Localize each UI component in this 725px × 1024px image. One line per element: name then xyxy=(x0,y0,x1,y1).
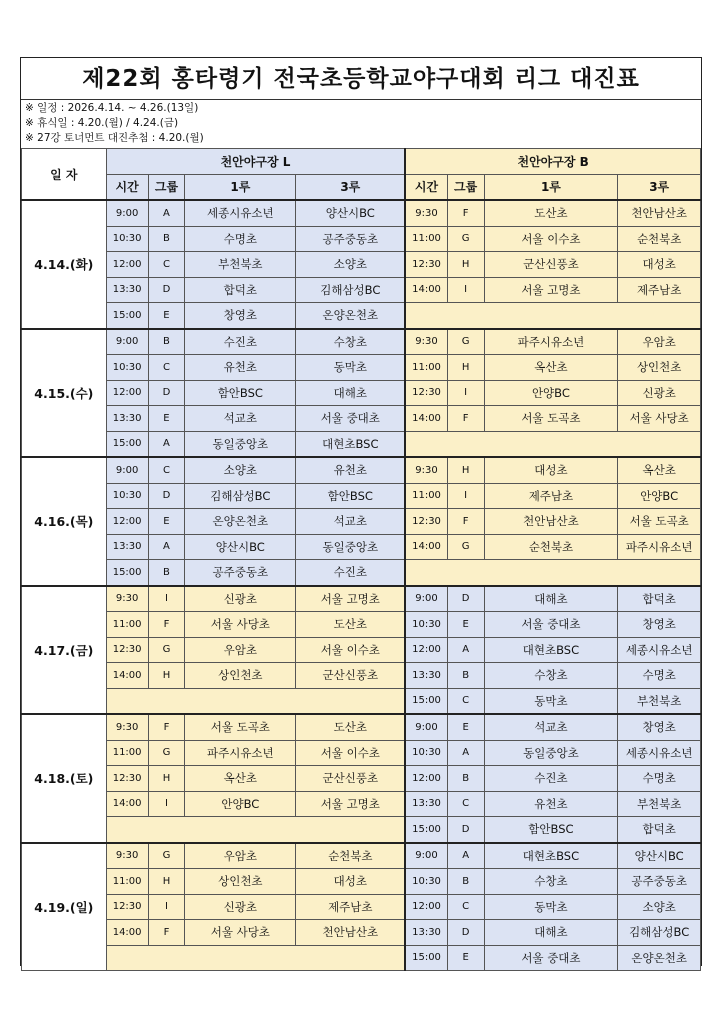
table-row xyxy=(22,226,701,252)
right-group-cell: D xyxy=(447,920,484,946)
note-tournament-draw: ※ 27강 토너먼트 대진추첨 : 4.20.(월) xyxy=(25,132,204,144)
table-row xyxy=(22,200,701,226)
right-group-cell: F xyxy=(447,406,484,432)
left-time-cell: 12:30 xyxy=(106,766,148,792)
left-first-cell: 부천북초 xyxy=(185,252,296,278)
left-time-cell: 11:00 xyxy=(106,869,148,895)
left-group-cell: D xyxy=(148,380,185,406)
left-time-cell: 10:30 xyxy=(106,355,148,381)
right-first-cell: 대해초 xyxy=(484,920,618,946)
right-third-cell: 창영초 xyxy=(618,714,701,740)
right-time-cell: 12:30 xyxy=(405,509,447,535)
left-time-cell: 12:00 xyxy=(106,380,148,406)
schedule-sheet xyxy=(20,57,702,966)
right-time-cell: 14:00 xyxy=(405,277,447,303)
note-rest-days: ※ 휴식일 : 4.20.(월) / 4.24.(금) xyxy=(25,117,179,129)
right-third-cell: 서울 도곡초 xyxy=(618,509,701,535)
right-third-cell: 온양온천초 xyxy=(618,945,701,971)
left-time-cell: 13:30 xyxy=(106,277,148,303)
right-third-cell: 수명초 xyxy=(618,766,701,792)
right-group-cell: G xyxy=(447,329,484,355)
left-first-cell: 상인천초 xyxy=(185,869,296,895)
date-cell: 4.15.(수) xyxy=(22,329,107,458)
right-empty-cell xyxy=(405,560,700,586)
left-time-cell: 9:00 xyxy=(106,200,148,226)
left-third-cell: 서울 이수초 xyxy=(296,740,406,766)
left-time-cell: 13:30 xyxy=(106,534,148,560)
right-first-cell: 대현초BSC xyxy=(484,637,618,663)
table-row xyxy=(22,586,701,612)
left-first-cell: 양산시BC xyxy=(185,534,296,560)
right-group-cell: C xyxy=(447,894,484,920)
col-time-right: 시간 xyxy=(405,174,447,200)
table-row xyxy=(22,431,701,457)
left-time-cell: 13:30 xyxy=(106,406,148,432)
date-cell: 4.17.(금) xyxy=(22,586,107,715)
right-group-cell: H xyxy=(447,252,484,278)
left-group-cell: I xyxy=(148,894,185,920)
right-time-cell: 12:30 xyxy=(405,380,447,406)
right-first-cell: 천안남산초 xyxy=(484,509,618,535)
left-first-cell: 수진초 xyxy=(185,329,296,355)
left-third-cell: 수창초 xyxy=(296,329,406,355)
right-group-cell: I xyxy=(447,277,484,303)
right-group-cell: A xyxy=(447,740,484,766)
venue-right-header: 천안야구장 B xyxy=(405,149,700,175)
left-group-cell: E xyxy=(148,303,185,329)
table-row xyxy=(22,894,701,920)
table-row xyxy=(22,483,701,509)
left-group-cell: E xyxy=(148,509,185,535)
left-third-cell: 온양온천초 xyxy=(296,303,406,329)
left-first-cell: 소양초 xyxy=(185,457,296,483)
right-first-cell: 동일중앙초 xyxy=(484,740,618,766)
right-group-cell: B xyxy=(447,766,484,792)
left-third-cell: 수진초 xyxy=(296,560,406,586)
right-time-cell: 9:00 xyxy=(405,586,447,612)
left-third-cell: 함안BSC xyxy=(296,483,406,509)
left-third-cell: 양산시BC xyxy=(296,200,406,226)
left-first-cell: 공주중동초 xyxy=(185,560,296,586)
date-cell: 4.16.(목) xyxy=(22,457,107,586)
table-row xyxy=(22,303,701,329)
left-group-cell: I xyxy=(148,791,185,817)
table-row xyxy=(22,740,701,766)
left-first-cell: 온양온천초 xyxy=(185,509,296,535)
left-first-cell: 서울 사당초 xyxy=(185,612,296,638)
table-row xyxy=(22,457,701,483)
right-group-cell: G xyxy=(447,226,484,252)
table-row xyxy=(22,329,701,355)
right-time-cell: 9:30 xyxy=(405,329,447,355)
right-group-cell: E xyxy=(447,945,484,971)
right-first-cell: 대성초 xyxy=(484,457,618,483)
left-time-cell: 15:00 xyxy=(106,303,148,329)
right-third-cell: 세종시유소년 xyxy=(618,740,701,766)
left-first-cell: 세종시유소년 xyxy=(185,200,296,226)
right-third-cell: 양산시BC xyxy=(618,843,701,869)
left-group-cell: H xyxy=(148,663,185,689)
left-time-cell: 14:00 xyxy=(106,663,148,689)
left-third-cell: 서울 고명초 xyxy=(296,791,406,817)
left-first-cell: 동일중앙초 xyxy=(185,431,296,457)
table-row xyxy=(22,791,701,817)
left-time-cell: 10:30 xyxy=(106,226,148,252)
right-first-cell: 안양BC xyxy=(484,380,618,406)
table-row xyxy=(22,945,701,971)
left-first-cell: 안양BC xyxy=(185,791,296,817)
right-third-cell: 신광초 xyxy=(618,380,701,406)
right-third-cell: 서울 사당초 xyxy=(618,406,701,432)
left-time-cell: 11:00 xyxy=(106,612,148,638)
right-group-cell: B xyxy=(447,869,484,895)
left-third-cell: 공주중동초 xyxy=(296,226,406,252)
right-group-cell: A xyxy=(447,843,484,869)
left-group-cell: I xyxy=(148,586,185,612)
left-group-cell: C xyxy=(148,355,185,381)
left-third-cell: 대해초 xyxy=(296,380,406,406)
col-third-left: 3루 xyxy=(296,174,406,200)
left-time-cell: 14:00 xyxy=(106,920,148,946)
left-third-cell: 서울 고명초 xyxy=(296,586,406,612)
table-row xyxy=(22,277,701,303)
left-time-cell: 12:00 xyxy=(106,252,148,278)
table-row xyxy=(22,714,701,740)
left-third-cell: 순천북초 xyxy=(296,843,406,869)
left-group-cell: D xyxy=(148,277,185,303)
left-third-cell: 유천초 xyxy=(296,457,406,483)
table-row xyxy=(22,252,701,278)
right-third-cell: 대성초 xyxy=(618,252,701,278)
left-group-cell: A xyxy=(148,200,185,226)
right-group-cell: I xyxy=(447,483,484,509)
right-time-cell: 15:00 xyxy=(405,688,447,714)
right-time-cell: 9:30 xyxy=(405,200,447,226)
venue-left-header: 천안야구장 L xyxy=(106,149,405,175)
right-time-cell: 13:30 xyxy=(405,920,447,946)
right-first-cell: 수창초 xyxy=(484,869,618,895)
date-header: 일 자 xyxy=(22,149,107,201)
left-group-cell: G xyxy=(148,637,185,663)
right-first-cell: 서울 이수초 xyxy=(484,226,618,252)
col-group-right: 그룹 xyxy=(447,174,484,200)
left-group-cell: F xyxy=(148,714,185,740)
right-time-cell: 13:30 xyxy=(405,791,447,817)
right-time-cell: 15:00 xyxy=(405,945,447,971)
right-time-cell: 11:00 xyxy=(405,226,447,252)
left-group-cell: H xyxy=(148,766,185,792)
right-group-cell: I xyxy=(447,380,484,406)
right-first-cell: 도산초 xyxy=(484,200,618,226)
table-row xyxy=(22,869,701,895)
right-third-cell: 순천북초 xyxy=(618,226,701,252)
left-first-cell: 석교초 xyxy=(185,406,296,432)
left-third-cell: 동일중앙초 xyxy=(296,534,406,560)
right-third-cell: 김해삼성BC xyxy=(618,920,701,946)
left-third-cell: 서울 이수초 xyxy=(296,637,406,663)
right-group-cell: H xyxy=(447,355,484,381)
col-first-right: 1루 xyxy=(484,174,618,200)
right-group-cell: B xyxy=(447,663,484,689)
left-third-cell: 군산신풍초 xyxy=(296,663,406,689)
table-row xyxy=(22,766,701,792)
date-cell: 4.14.(화) xyxy=(22,200,107,329)
table-row xyxy=(22,817,701,843)
left-time-cell: 14:00 xyxy=(106,791,148,817)
right-group-cell: G xyxy=(447,534,484,560)
left-group-cell: B xyxy=(148,226,185,252)
left-first-cell: 창영초 xyxy=(185,303,296,329)
left-group-cell: F xyxy=(148,920,185,946)
right-first-cell: 유천초 xyxy=(484,791,618,817)
table-row xyxy=(22,612,701,638)
right-group-cell: C xyxy=(447,791,484,817)
right-time-cell: 12:00 xyxy=(405,894,447,920)
left-first-cell: 우암초 xyxy=(185,843,296,869)
left-group-cell: C xyxy=(148,252,185,278)
right-first-cell: 수진초 xyxy=(484,766,618,792)
left-first-cell: 신광초 xyxy=(185,894,296,920)
right-group-cell: D xyxy=(447,817,484,843)
right-group-cell: H xyxy=(447,457,484,483)
right-time-cell: 9:00 xyxy=(405,843,447,869)
right-group-cell: D xyxy=(447,586,484,612)
left-time-cell: 9:00 xyxy=(106,457,148,483)
left-group-cell: A xyxy=(148,534,185,560)
left-third-cell: 소양초 xyxy=(296,252,406,278)
right-third-cell: 상인천초 xyxy=(618,355,701,381)
right-third-cell: 천안남산초 xyxy=(618,200,701,226)
right-first-cell: 동막초 xyxy=(484,688,618,714)
right-first-cell: 서울 고명초 xyxy=(484,277,618,303)
left-third-cell: 동막초 xyxy=(296,355,406,381)
left-third-cell: 천안남산초 xyxy=(296,920,406,946)
left-group-cell: G xyxy=(148,740,185,766)
right-third-cell: 안양BC xyxy=(618,483,701,509)
right-first-cell: 서울 도곡초 xyxy=(484,406,618,432)
left-first-cell: 신광초 xyxy=(185,586,296,612)
left-time-cell: 12:30 xyxy=(106,894,148,920)
left-group-cell: F xyxy=(148,612,185,638)
left-empty-cell xyxy=(106,688,405,714)
right-third-cell: 옥산초 xyxy=(618,457,701,483)
left-third-cell: 군산신풍초 xyxy=(296,766,406,792)
table-row xyxy=(22,560,701,586)
left-time-cell: 9:30 xyxy=(106,714,148,740)
right-time-cell: 11:00 xyxy=(405,355,447,381)
right-first-cell: 석교초 xyxy=(484,714,618,740)
right-first-cell: 서울 중대초 xyxy=(484,945,618,971)
left-third-cell: 석교초 xyxy=(296,509,406,535)
right-empty-cell xyxy=(405,431,700,457)
right-time-cell: 14:00 xyxy=(405,534,447,560)
table-row xyxy=(22,380,701,406)
right-first-cell: 함안BSC xyxy=(484,817,618,843)
right-group-cell: F xyxy=(447,200,484,226)
left-group-cell: B xyxy=(148,329,185,355)
left-first-cell: 유천초 xyxy=(185,355,296,381)
right-first-cell: 대해초 xyxy=(484,586,618,612)
right-time-cell: 14:00 xyxy=(405,406,447,432)
right-first-cell: 제주남초 xyxy=(484,483,618,509)
left-first-cell: 김해삼성BC xyxy=(185,483,296,509)
left-first-cell: 상인천초 xyxy=(185,663,296,689)
col-time-left: 시간 xyxy=(106,174,148,200)
right-first-cell: 옥산초 xyxy=(484,355,618,381)
right-third-cell: 우암초 xyxy=(618,329,701,355)
right-time-cell: 12:30 xyxy=(405,252,447,278)
left-first-cell: 수명초 xyxy=(185,226,296,252)
table-row xyxy=(22,663,701,689)
right-first-cell: 수창초 xyxy=(484,663,618,689)
right-third-cell: 합덕초 xyxy=(618,586,701,612)
left-first-cell: 합덕초 xyxy=(185,277,296,303)
left-group-cell: B xyxy=(148,560,185,586)
right-time-cell: 15:00 xyxy=(405,817,447,843)
right-first-cell: 대현초BSC xyxy=(484,843,618,869)
right-first-cell: 서울 중대초 xyxy=(484,612,618,638)
table-row xyxy=(22,509,701,535)
left-third-cell: 제주남초 xyxy=(296,894,406,920)
left-empty-cell xyxy=(106,817,405,843)
right-group-cell: F xyxy=(447,509,484,535)
right-first-cell: 동막초 xyxy=(484,894,618,920)
left-third-cell: 도산초 xyxy=(296,714,406,740)
schedule-table-wrap xyxy=(21,148,701,971)
right-group-cell: E xyxy=(447,714,484,740)
right-group-cell: E xyxy=(447,612,484,638)
table-row xyxy=(22,534,701,560)
left-group-cell: G xyxy=(148,843,185,869)
left-group-cell: A xyxy=(148,431,185,457)
left-group-cell: D xyxy=(148,483,185,509)
col-group-left: 그룹 xyxy=(148,174,185,200)
right-time-cell: 11:00 xyxy=(405,483,447,509)
left-first-cell: 서울 사당초 xyxy=(185,920,296,946)
right-time-cell: 13:30 xyxy=(405,663,447,689)
right-third-cell: 창영초 xyxy=(618,612,701,638)
right-third-cell: 부천북초 xyxy=(618,791,701,817)
right-empty-cell xyxy=(405,303,700,329)
left-group-cell: E xyxy=(148,406,185,432)
left-group-cell: C xyxy=(148,457,185,483)
left-group-cell: H xyxy=(148,869,185,895)
date-cell: 4.18.(토) xyxy=(22,714,107,843)
right-group-cell: A xyxy=(447,637,484,663)
left-third-cell: 도산초 xyxy=(296,612,406,638)
left-first-cell: 옥산초 xyxy=(185,766,296,792)
left-first-cell: 파주시유소년 xyxy=(185,740,296,766)
left-third-cell: 서울 중대초 xyxy=(296,406,406,432)
table-row xyxy=(22,843,701,869)
right-third-cell: 합덕초 xyxy=(618,817,701,843)
right-first-cell: 파주시유소년 xyxy=(484,329,618,355)
table-row xyxy=(22,406,701,432)
left-first-cell: 우암초 xyxy=(185,637,296,663)
right-third-cell: 수명초 xyxy=(618,663,701,689)
right-time-cell: 12:00 xyxy=(405,637,447,663)
right-time-cell: 9:30 xyxy=(405,457,447,483)
note-schedule: ※ 일정 : 2026.4.14. ~ 4.26.(13일) xyxy=(25,102,199,114)
table-row xyxy=(22,688,701,714)
page-title: 제22회 홍타령기 전국초등학교야구대회 리그 대진표 xyxy=(21,58,701,100)
table-row xyxy=(22,637,701,663)
left-time-cell: 9:30 xyxy=(106,586,148,612)
right-third-cell: 제주남초 xyxy=(618,277,701,303)
left-third-cell: 대현초BSC xyxy=(296,431,406,457)
right-time-cell: 10:30 xyxy=(405,612,447,638)
right-third-cell: 공주중동초 xyxy=(618,869,701,895)
table-row xyxy=(22,920,701,946)
left-empty-cell xyxy=(106,945,405,971)
schedule-table xyxy=(21,148,701,971)
right-first-cell: 순천북초 xyxy=(484,534,618,560)
right-time-cell: 9:00 xyxy=(405,714,447,740)
right-first-cell: 군산신풍초 xyxy=(484,252,618,278)
right-third-cell: 부천북초 xyxy=(618,688,701,714)
right-third-cell: 파주시유소년 xyxy=(618,534,701,560)
col-first-left: 1루 xyxy=(185,174,296,200)
left-time-cell: 12:00 xyxy=(106,509,148,535)
right-time-cell: 10:30 xyxy=(405,740,447,766)
left-time-cell: 15:00 xyxy=(106,431,148,457)
right-third-cell: 세종시유소년 xyxy=(618,637,701,663)
left-time-cell: 15:00 xyxy=(106,560,148,586)
right-third-cell: 소양초 xyxy=(618,894,701,920)
left-first-cell: 함안BSC xyxy=(185,380,296,406)
left-time-cell: 10:30 xyxy=(106,483,148,509)
left-time-cell: 9:30 xyxy=(106,843,148,869)
table-row xyxy=(22,355,701,381)
left-first-cell: 서울 도곡초 xyxy=(185,714,296,740)
left-third-cell: 대성초 xyxy=(296,869,406,895)
left-time-cell: 12:30 xyxy=(106,637,148,663)
right-time-cell: 10:30 xyxy=(405,869,447,895)
col-third-right: 3루 xyxy=(618,174,701,200)
left-time-cell: 9:00 xyxy=(106,329,148,355)
date-cell: 4.19.(일) xyxy=(22,843,107,971)
right-group-cell: C xyxy=(447,688,484,714)
left-time-cell: 11:00 xyxy=(106,740,148,766)
right-time-cell: 12:00 xyxy=(405,766,447,792)
left-third-cell: 김해삼성BC xyxy=(296,277,406,303)
